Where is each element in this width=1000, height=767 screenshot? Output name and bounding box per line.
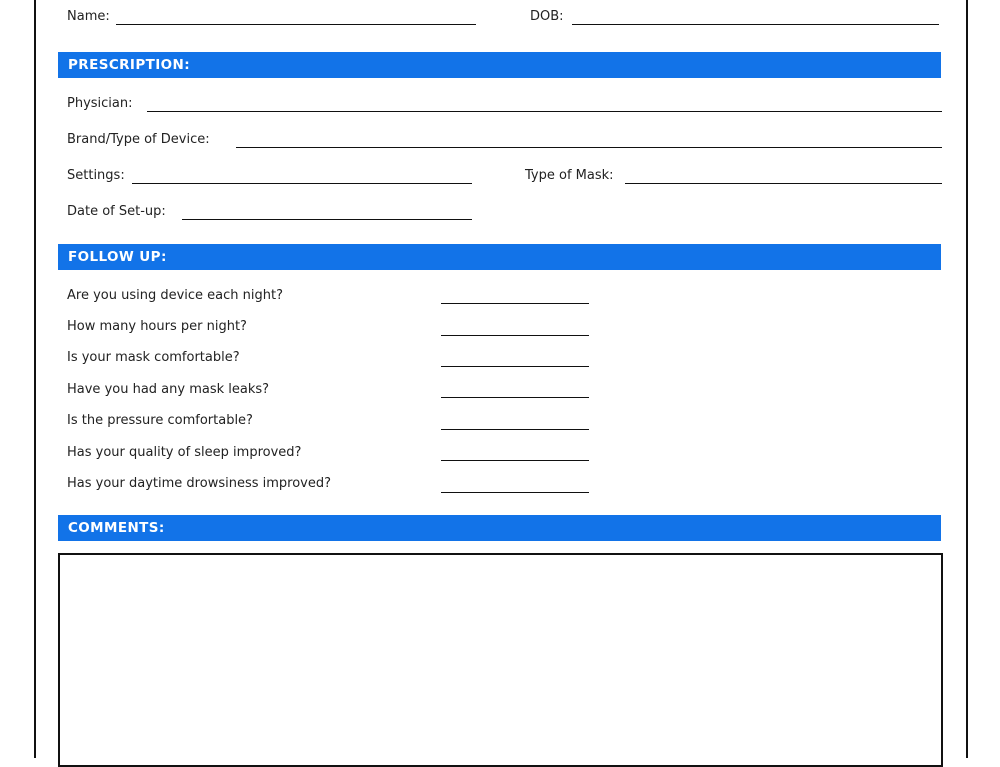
question-label: Has your quality of sleep improved? [67, 445, 302, 460]
settings-label: Settings: [67, 168, 125, 183]
question-label: Has your daytime drowsiness improved? [67, 476, 332, 491]
settings-field[interactable] [132, 183, 472, 184]
name-label: Name: [67, 9, 110, 24]
setup-date-field[interactable] [182, 219, 472, 220]
answer-field[interactable] [441, 397, 589, 398]
device-label: Brand/Type of Device: [67, 132, 210, 147]
setup-label: Date of Set-up: [67, 204, 166, 219]
mask-field[interactable] [625, 183, 942, 184]
question-label: How many hours per night? [67, 319, 247, 334]
answer-field[interactable] [441, 460, 589, 461]
question-label: Is the pressure comfortable? [67, 413, 253, 428]
comments-header: COMMENTS: [58, 515, 941, 541]
dob-label: DOB: [530, 9, 564, 24]
answer-field[interactable] [441, 366, 589, 367]
device-field[interactable] [236, 147, 942, 148]
answer-field[interactable] [441, 429, 589, 430]
question-label: Is your mask comfortable? [67, 350, 240, 365]
comments-textarea[interactable] [58, 553, 943, 767]
mask-label: Type of Mask: [525, 168, 614, 183]
prescription-header: PRESCRIPTION: [58, 52, 941, 78]
physician-label: Physician: [67, 96, 133, 111]
answer-field[interactable] [441, 335, 589, 336]
follow-up-header: FOLLOW UP: [58, 244, 941, 270]
dob-field[interactable] [572, 24, 939, 25]
question-label: Have you had any mask leaks? [67, 382, 270, 397]
answer-field[interactable] [441, 492, 589, 493]
question-label: Are you using device each night? [67, 288, 284, 303]
name-field[interactable] [116, 24, 476, 25]
physician-field[interactable] [147, 111, 942, 112]
answer-field[interactable] [441, 303, 589, 304]
